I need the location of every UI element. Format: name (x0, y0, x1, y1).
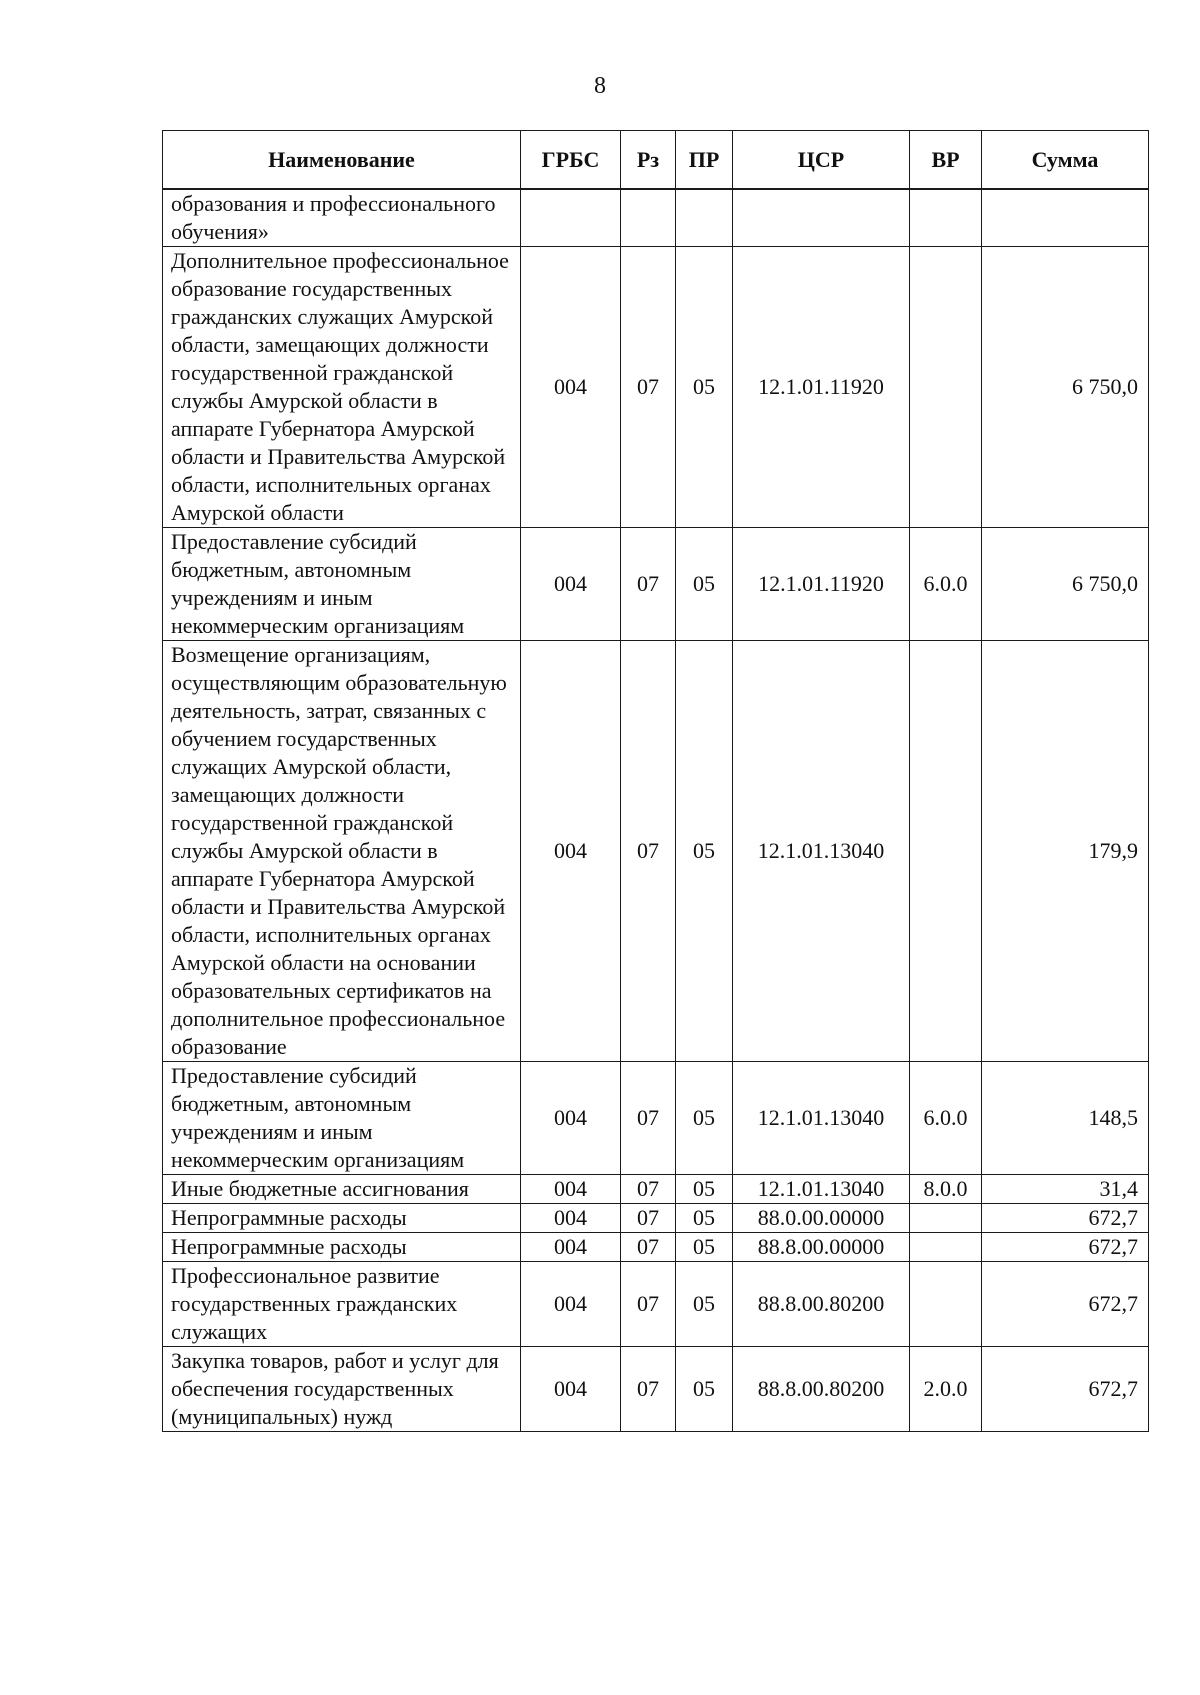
cell-sum: 179,9 (982, 641, 1149, 1062)
cell-pr: 05 (676, 247, 733, 528)
cell-vr (910, 1204, 982, 1233)
cell-grbs: 004 (521, 1204, 621, 1233)
cell-sum (982, 189, 1149, 247)
table-row (163, 247, 1149, 528)
cell-pr: 05 (676, 1262, 733, 1347)
cell-rz: 07 (621, 528, 676, 641)
header-sum: Сумма (982, 131, 1149, 190)
cell-rz: 07 (621, 1175, 676, 1204)
cell-pr: 05 (676, 1175, 733, 1204)
header-name: Наименование (163, 131, 521, 190)
table-body (163, 189, 1149, 1432)
cell-sum: 672,7 (982, 1262, 1149, 1347)
cell-csr: 88.8.00.80200 (733, 1347, 910, 1432)
cell-rz: 07 (621, 1347, 676, 1432)
cell-name: Профессиональное развитие государственных гражданских служащих (163, 1262, 521, 1347)
header-row (163, 131, 1149, 190)
cell-pr (676, 189, 733, 247)
cell-name: Непрограммные расходы (163, 1233, 521, 1262)
cell-vr (910, 1262, 982, 1347)
cell-name: Непрограммные расходы (163, 1204, 521, 1233)
cell-rz: 07 (621, 641, 676, 1062)
table-row (163, 1233, 1149, 1262)
cell-vr: 6.0.0 (910, 1062, 982, 1175)
cell-rz: 07 (621, 1262, 676, 1347)
table-row (163, 1262, 1149, 1347)
cell-vr: 2.0.0 (910, 1347, 982, 1432)
cell-csr: 12.1.01.11920 (733, 528, 910, 641)
cell-pr: 05 (676, 641, 733, 1062)
cell-sum: 672,7 (982, 1204, 1149, 1233)
header-grbs: ГРБС (521, 131, 621, 190)
cell-rz (621, 189, 676, 247)
page-number: 8 (594, 73, 606, 99)
cell-grbs: 004 (521, 641, 621, 1062)
header-rz: Рз (621, 131, 676, 190)
cell-csr: 88.0.00.00000 (733, 1204, 910, 1233)
cell-pr: 05 (676, 1347, 733, 1432)
table-row (163, 1175, 1149, 1204)
cell-vr: 8.0.0 (910, 1175, 982, 1204)
cell-name: Предоставление субсидий бюджетным, автономным учреждениям и иным некоммерческим организациям (163, 528, 521, 641)
header-csr: ЦСР (733, 131, 910, 190)
cell-rz: 07 (621, 1204, 676, 1233)
cell-name: Иные бюджетные ассигнования (163, 1175, 521, 1204)
cell-grbs: 004 (521, 1233, 621, 1262)
cell-name: Предоставление субсидий бюджетным, автономным учреждениям и иным некоммерческим организациям (163, 1062, 521, 1175)
table-row (163, 1062, 1149, 1175)
cell-pr: 05 (676, 1233, 733, 1262)
cell-grbs: 004 (521, 528, 621, 641)
header-pr: ПР (676, 131, 733, 190)
cell-csr (733, 189, 910, 247)
cell-grbs: 004 (521, 247, 621, 528)
cell-rz: 07 (621, 1233, 676, 1262)
cell-sum: 672,7 (982, 1347, 1149, 1432)
cell-pr: 05 (676, 528, 733, 641)
cell-pr: 05 (676, 1062, 733, 1175)
cell-vr: 6.0.0 (910, 528, 982, 641)
cell-name: Закупка товаров, работ и услуг для обеспечения государственных (муниципальных) нужд (163, 1347, 521, 1432)
cell-csr: 88.8.00.80200 (733, 1262, 910, 1347)
cell-rz: 07 (621, 247, 676, 528)
table-row (163, 189, 1149, 247)
cell-grbs: 004 (521, 1262, 621, 1347)
cell-vr (910, 641, 982, 1062)
cell-csr: 12.1.01.13040 (733, 1175, 910, 1204)
cell-sum: 6 750,0 (982, 528, 1149, 641)
cell-sum: 31,4 (982, 1175, 1149, 1204)
cell-name: Возмещение организациям, осуществляющим образовательную деятельность, затрат, связанных с обучением государственных служащих Амурской области, замещающих должности государственной гражданской службы Амурской области в аппарате Губернатора Амурской области и Правительства Амурской области, исполнительных органах Амурской области на основании образовательных сертификатов на дополнительное профессиональное образование (163, 641, 521, 1062)
table-header (163, 131, 1149, 190)
cell-rz: 07 (621, 1062, 676, 1175)
table-row (163, 528, 1149, 641)
cell-grbs (521, 189, 621, 247)
cell-pr: 05 (676, 1204, 733, 1233)
table-row (163, 1204, 1149, 1233)
cell-csr: 12.1.01.11920 (733, 247, 910, 528)
cell-name: образования и профессионального обучения» (163, 189, 521, 247)
table-row (163, 1347, 1149, 1432)
cell-csr: 12.1.01.13040 (733, 641, 910, 1062)
cell-name: Дополнительное профессиональное образование государственных гражданских служащих Амурской области, замещающих должности государственной гражданской службы Амурской области в аппарате Губернатора Амурской области и Правительства Амурской области, исполнительных органах Амурской области (163, 247, 521, 528)
cell-vr (910, 247, 982, 528)
cell-vr (910, 189, 982, 247)
header-vr: ВР (910, 131, 982, 190)
budget-table (162, 130, 1149, 1432)
cell-csr: 88.8.00.00000 (733, 1233, 910, 1262)
cell-sum: 672,7 (982, 1233, 1149, 1262)
cell-grbs: 004 (521, 1062, 621, 1175)
table-row (163, 641, 1149, 1062)
cell-grbs: 004 (521, 1175, 621, 1204)
cell-grbs: 004 (521, 1347, 621, 1432)
cell-csr: 12.1.01.13040 (733, 1062, 910, 1175)
cell-sum: 6 750,0 (982, 247, 1149, 528)
cell-vr (910, 1233, 982, 1262)
cell-sum: 148,5 (982, 1062, 1149, 1175)
